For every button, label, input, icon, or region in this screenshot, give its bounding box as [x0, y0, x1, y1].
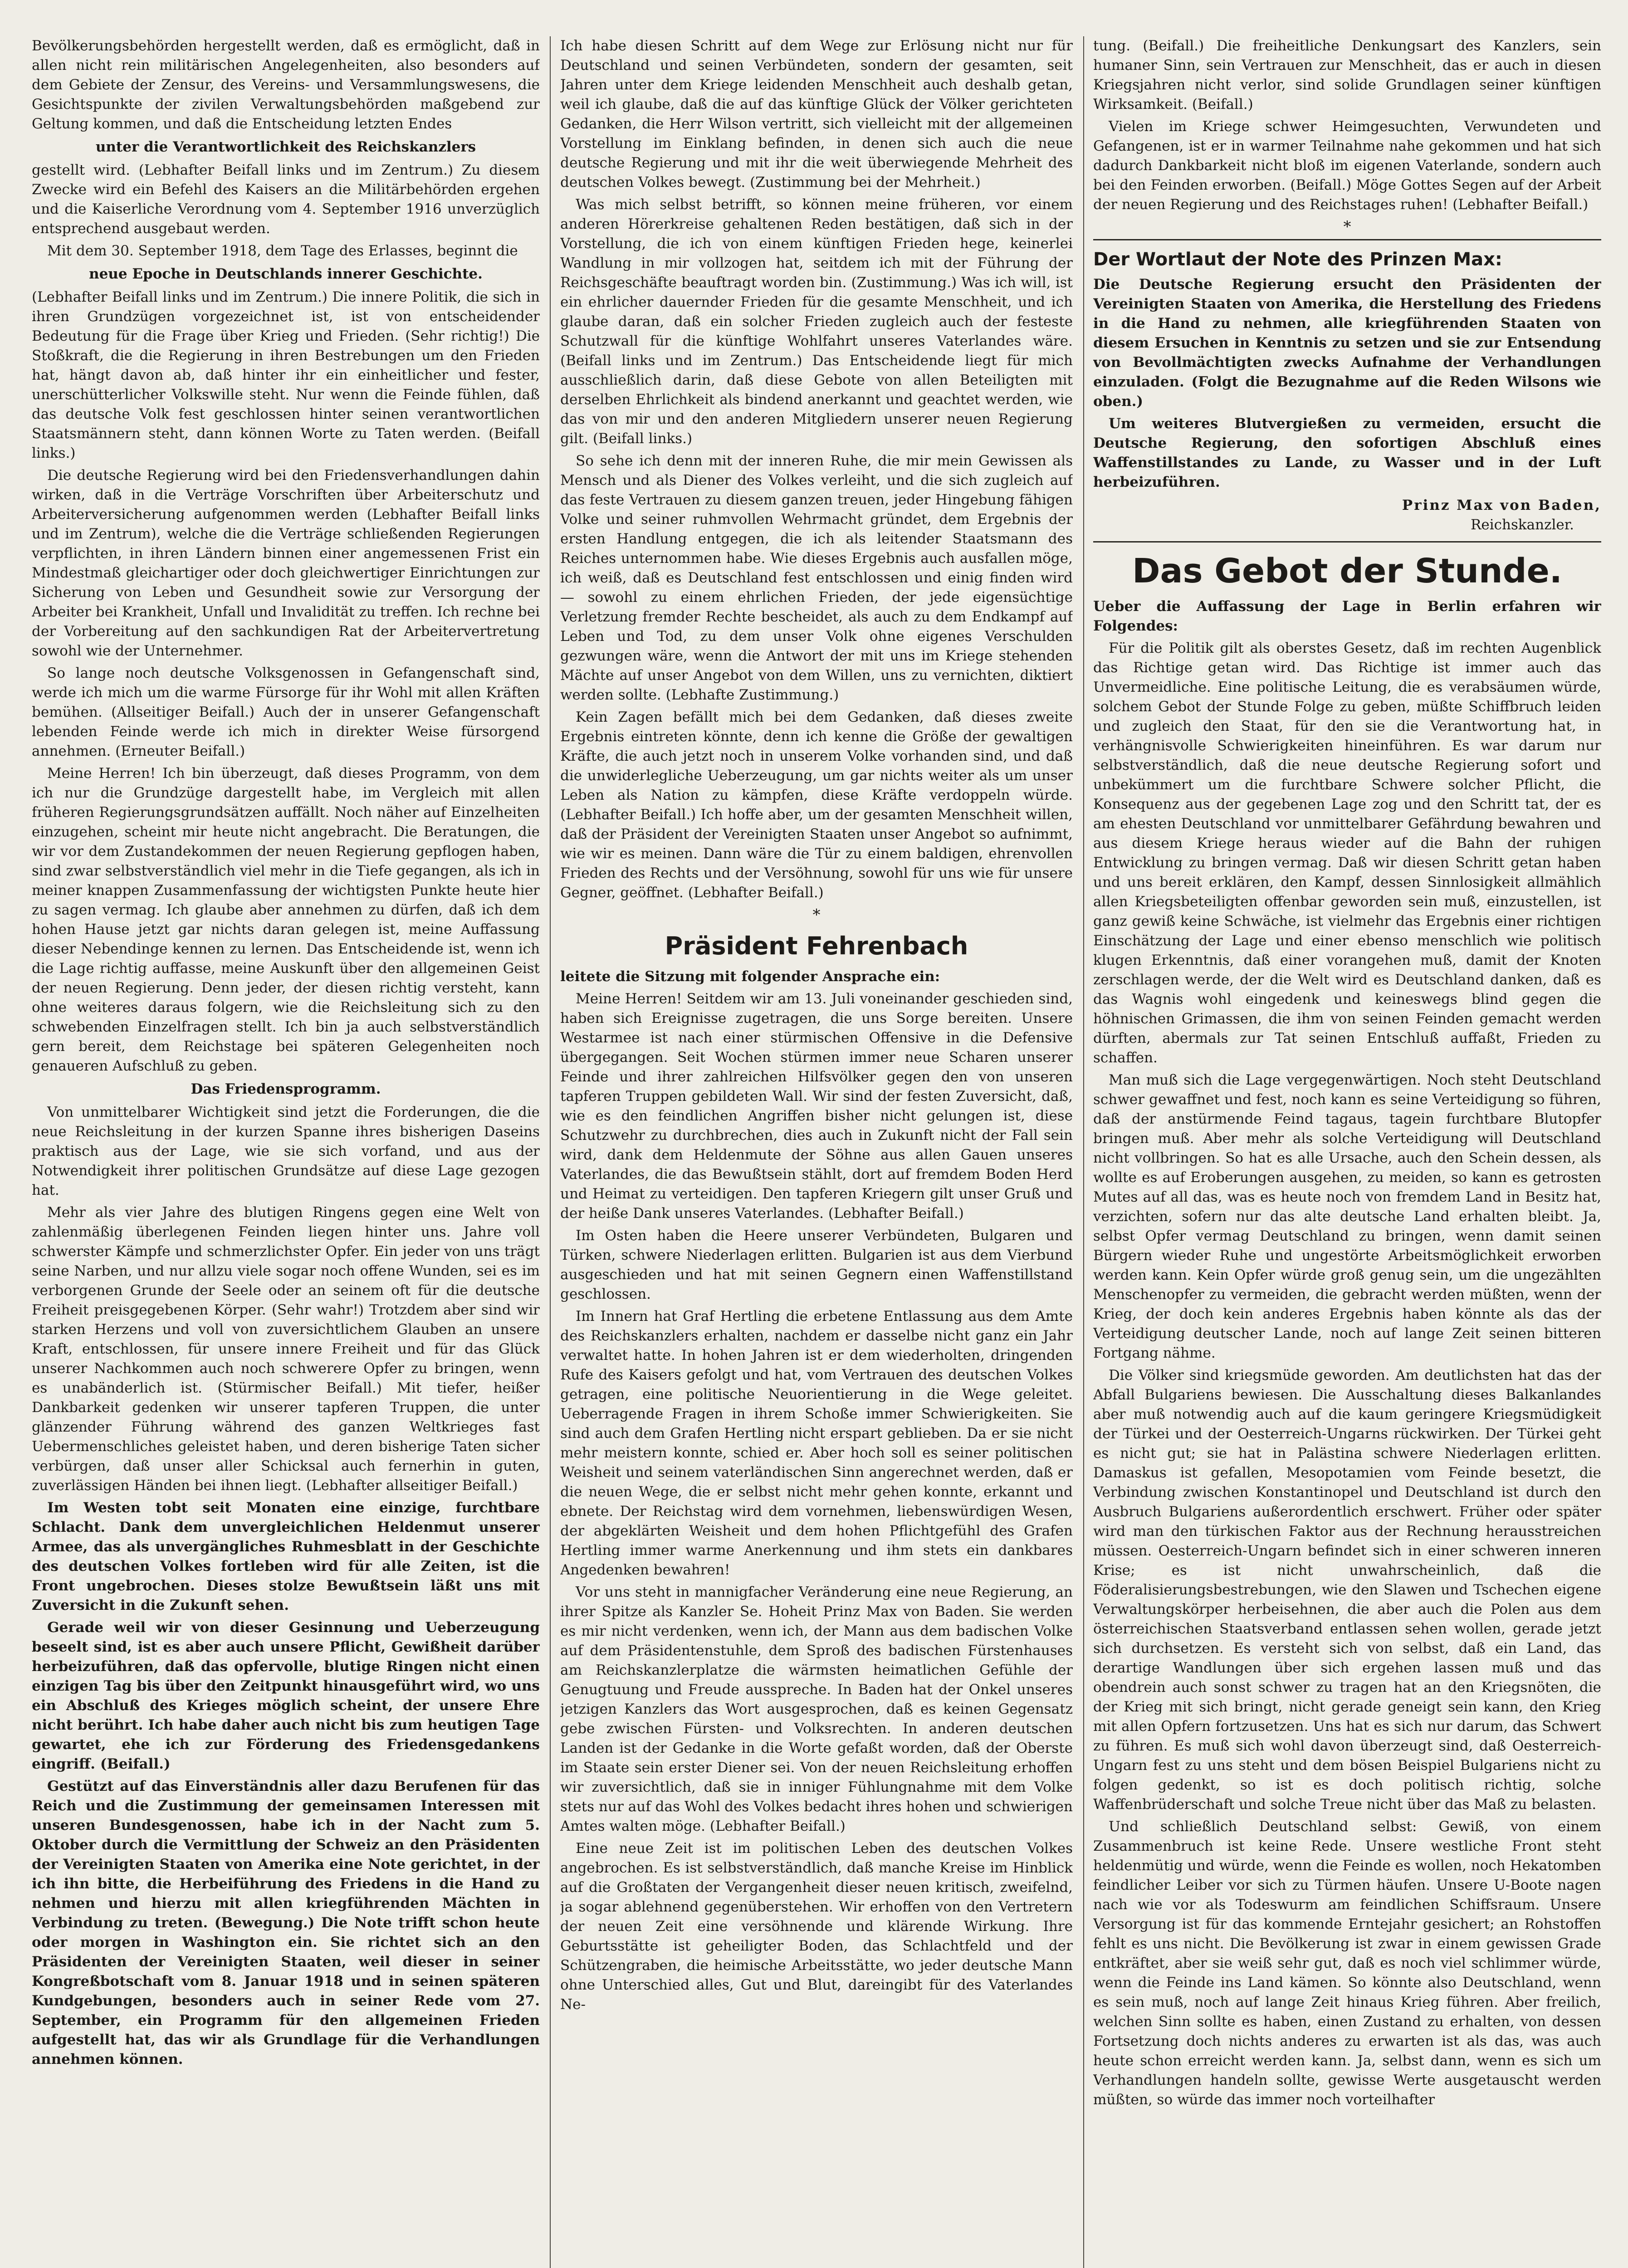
column-rule [550, 36, 551, 2268]
section-divider [1093, 541, 1601, 543]
paragraph: Vor uns steht in mannigfacher Veränderung eine neue Regierung, an ihrer Spitze als Kanzler Se. Hoheit Prinz Max von Baden. Sie werden es mir nicht verdenken, wenn ich, der Mann aus dem badischen Volke auf dem Präsidentenstuhle, dem Sproß des badischen Fürstenhauses am Reichskanzlerplatze die wärmsten heimatlichen Gefühle der Genugtuung und Freude ausspreche. In Baden hat der Onkel unseres jetzigen Kanzlers das Wort ausgesprochen, daß es keinen Gegensatz gebe zwischen Fürsten- und Volksrechten. In anderen deutschen Landen ist der Gedanke in die Worte gefaßt worden, daß der Oberste im Staate sein erster Diener sei. Von der neuen Reichsleitung erhoffen wir zuversichtlich, daß sie in inniger Fühlungnahme mit dem Volke stets nur auf das Wohl des Volkes bedacht ihres hohen und schwierigen Amtes walten möge. (Lebhafter Beifall.) [560, 1584, 1073, 1834]
paragraph: Mehr als vier Jahre des blutigen Ringens gegen eine Welt von zahlenmäßig überlegenen Feinden liegen hinter uns. Jahre voll schwerster Kämpfe und schmerzlichster Opfer. Ein jeder von uns trägt seine Narben, und nur allzu viele sogar noch offene Wunden, sei es im verborgenen Grunde der Seele oder an seinem oft für die deutsche Freiheit preisgegebenen Körper. (Sehr wahr!) Trotzdem aber sind wir starken Herzens und voll von zuversichtlichem Glauben an unsere Kraft, entschlossen, für unsere innere Freiheit und für das Glück unserer Nachkommen auch noch schwerere Opfer zu bringen, wenn es unabänderlich ist. (Stürmischer Beifall.) Mit tiefer, heißer Dankbarkeit gedenken wir unserer tapferen Truppen, die unter glänzender Führung während des ganzen Weltkrieges fast Uebermenschliches geleistet haben, und deren bisherige Taten sicher verbürgen, daß unser aller Schicksal auch fernerhin in guten, zuverlässigen Händen bei ihnen liegt. (Lebhafter allseitiger Beifall.) [32, 1204, 540, 1494]
paragraph: Bevölkerungsbehörden hergestellt werden, daß es ermöglicht, daß in allen nicht rein militärischen Angelegenheiten, also besonders auf dem Gebiete der Zensur, des Vereins- und Versammlungswesens, die Gesichtspunkte der zivilen Verwaltungsbehörden maßgebend zur Geltung kommen, und daß die Entscheidung letzten Endes [32, 38, 540, 132]
paragraph: gestellt wird. (Lebhafter Beifall links und im Zentrum.) Zu diesem Zwecke wird ein Befehl des Kaisers an die Militärbehörden ergehen und die Kaiserliche Verordnung vom 4. September 1916 unverzüglich entsprechend ausgebaut werden. [32, 162, 540, 237]
column-1 [32, 36, 540, 2268]
paragraph: Im Westen tobt seit Monaten eine einzige, furchtbare Schlacht. Dank dem unvergleichlichen Heldenmut unserer Armee, das als unvergängliches Ruhmesblatt in der Geschichte des deutschen Volkes fortleben wird für alle Zeiten, ist die Front ungebrochen. Dieses stolze Bewußtsein läßt uns mit Zuversicht in die Zukunft sehen. [32, 1500, 540, 1613]
paragraph: Die Völker sind kriegsmüde geworden. Am deutlichsten hat das der Abfall Bulgariens bewiesen. Die Ausschaltung dieses Balkanlandes aber muß notwendig auch auf die kaum geringere Kriegsmüdigkeit der Türkei und der Oesterreich-Ungarns rückwirken. Der Türkei geht es nicht gut; sie hat in Palästina schwere Niederlagen erlitten. Damaskus ist gefallen, Mesopotamien vom Feinde besetzt, die Verbindung zwischen Konstantinopel und Deutschland ist durch den Ausbruch Bulgariens außerordentlich erschwert. Früher oder später wird man den türkischen Faktor aus der Rechnung herausstreichen müssen. Oesterreich-Ungarn befindet sich in einer schweren inneren Krise; es ist nicht unwahrscheinlich, daß die Föderalisierungsbestrebungen, wie den Slawen und Tschechen eigene Verwaltungskörper herbeisehnen, die aber auch die Polen aus dem österreichischen Staatsverband entlassen sehen wollen, gerade jetzt sich durchsetzen. Es versteht sich von selbst, daß ein Land, das derartige Wandlungen über sich ergehen lassen muß und das obendrein auch sonst schwer zu tragen hat an den Kriegsnöten, die der Krieg mit sich bringt, nicht gerade geneigt sein kann, den Krieg mit allen Opfern fortzusetzen. Uns hat es sich nur darum, das Schwert zu führen. Es muß sich wohl davon überzeugt sind, daß Oesterreich-Ungarn fest zu uns steht und dem bösen Beispiel Bulgariens nicht zu folgen gedenkt, so ist es doch politisch richtig, solche Waffenbrüderschaft und solche Treue nicht über das Maß zu belasten. [1093, 1367, 1601, 1813]
paragraph: neue Epoche in Deutschlands innerer Geschichte. [89, 266, 483, 282]
note-section [1093, 239, 1601, 535]
column-rule [1083, 36, 1084, 2268]
note-signature: Prinz Max von Baden, [1402, 497, 1601, 513]
paragraph: Gestützt auf das Einverständnis aller dazu Berufenen für das Reich und die Zustimmung der gemeinsamen Interessen mit unseren Bundesgenossen, habe ich in der Nacht zum 5. Oktober durch die Vermittlung der Schweiz an den Präsidenten der Vereinigten Staaten von Amerika eine Note gerichtet, in der ich ihn bitte, die Herbeiführung des Friedens in die Hand zu nehmen und hierzu mit allen kriegführenden Mächten in Verbindung zu treten. (Bewegung.) Die Note trifft schon heute oder morgen in Washington ein. Sie richtet sich an den Präsidenten der Vereinigten Staaten, weil dieser in seiner Kongreßbotschaft vom 8. Januar 1918 und in seinen späteren Kundgebungen, besonders auch in seiner Rede vom 27. September, ein Programm für den allgemeinen Frieden aufgestellt hat, das wir als Grundlage für die Verhandlungen annehmen können. [32, 1778, 540, 2068]
paragraph: So lange noch deutsche Volksgenossen in Gefangenschaft sind, werde ich mich um die warme Fürsorge für ihr Wohl mit allen Kräften bemühen. (Allseitiger Beifall.) Auch der in unserer Gefangenschaft lebenden Feinde werde ich mich in direkter Weise fürsorgend annehmen. (Erneuter Beifall.) [32, 665, 540, 759]
speech-continuation [560, 36, 1073, 903]
paragraph: Gerade weil wir von dieser Gesinnung und Ueberzeugung beseelt sind, ist es aber auch unsere Pflicht, Gewißheit darüber herbeizuführen, daß das opfervolle, blutige Ringen nicht einen einzigen Tag bis über den Zeitpunkt hinausgeführt wird, wo uns ein Abschluß des Krieges möglich scheint, der unsere Ehre nicht berührt. Ich habe daher auch nicht bis zum heutigen Tage gewartet, ehe ich zur Förderung des Friedensgedankens eingriff. (Beifall.) [32, 1619, 540, 1772]
paragraph: unter die Verantwortlichkeit des Reichskanzlers [95, 139, 476, 155]
paragraph: Und schließlich Deutschland selbst: Gewiß, von einem Zusammenbruch ist keine Rede. Unsere westliche Front steht heldenmütig und würde, wenn die Feinde es wollen, noch Hekatomben feindlicher Leiber vor sich zu Türmen häufen. Unsere U-Boote nagen nach wie vor als Todeswurm am feindlichen Schiffsraum. Unsere Versorgung ist für das kommende Erntejahr gesichert; an Rohstoffen fehlt es uns nicht. Die Bevölkerung ist zwar in einem gewissen Grade entkräftet, aber sie weiß sehr gut, daß es noch viel schlimmer würde, wenn die Feinde ins Land kämen. So könnte also Deutschland, wenn es sein muß, noch auf lange Zeit hinaus Krieg führen. Aber freilich, welchen Sinn sollte es haben, einen Zustand zu erhalten, von dessen Fortsetzung doch nichts anderes zu erwarten ist als das, was auch heute schon erreicht werden kann. Ja, selbst dann, wenn es sich um Verhandlungen handeln sollte, gewisse Werte ausgetauscht werden müßten, so würde das immer noch vorteilhafter [1093, 1818, 1601, 2108]
paragraph: Was mich selbst betrifft, so können meine früheren, vor einem anderen Hörerkreise gehaltenen Reden bestätigen, daß sich in der Vorstellung, die ich von einem künftigen Frieden hege, keinerlei Wandlung in mir vollzogen hat, seitdem ich mit der Führung der Reichsgeschäfte beauftragt worden bin. (Zustimmung.) Was ich will, ist ein ehrlicher dauernder Frieden für die gesamte Menschheit, und ich glaube daran, daß ein solcher Frieden zugleich auch der festeste Schutzwall für die künftige Wohlfahrt unseres Vaterlandes wäre. (Beifall links und im Zentrum.) Das Entscheidende liegt für mich ausschließlich darin, daß diese Gebote von allen Beteiligten mit derselben Ehrlichkeit als bindend anerkannt und geachtet werden, wie das von mir und den anderen Mitgliedern unserer neuen Regierung gilt. (Beifall links.) [560, 196, 1073, 447]
paragraph: Ich habe diesen Schritt auf dem Wege zur Erlösung nicht nur für Deutschland und seinen Verbündeten, sondern der gesamten, seit Jahren unter dem Kriege leidenden Menschheit auch deshalb getan, weil ich glaube, daß die auf das künftige Glück der Völker gerichteten Gedanken, die Herr Wilson vertritt, sich vielleicht mit der allgemeinen Vorstellung im Einklang befinden, in denen sich auch die neue deutsche Regierung und mit ihr die weit überwiegende Mehrheit des deutschen Volkes bewegt. (Zustimmung bei der Mehrheit.) [560, 38, 1073, 191]
column-3 [1093, 36, 1601, 2268]
fehrenbach-speech [560, 989, 1073, 2014]
paragraph: Man muß sich die Lage vergegenwärtigen. Noch steht Deutschland schwer gewaffnet und fest, noch kann es seine Verteidigung so führen, daß der anstürmende Feind tagaus, tagein furchtbare Blutopfer bringen muß. Aber mehr als solche Verteidigung will Deutschland nicht vollbringen. So hat es alle Ursache, auch den Schein dessen, als wollte es auf Eroberungen ausgehen, zu meiden, so kann es getrosten Mutes auf all das, was es heute noch von fremdem Land in Besitz hat, verzichten, sofern nur das alte deutsche Land erhalten bleibt. Ja, selbst Opfer vermag Deutschland zu bringen, wenn damit seinen Bürgern wieder Ruhe und ungestörte Arbeitsmöglichkeit erworben werden kann. Kein Opfer würde groß genug sein, um die ungezählten Menschenopfer zu vermeiden, die gebracht werden müßten, wenn der Krieg, der doch kein anderes Ergebnis haben könnte als das der Verteidigung deutscher Lande, noch auf lange Zeit seinen bitteren Fortgang nähme. [1093, 1072, 1601, 1361]
gebot-intro: Ueber die Auffassung der Lage in Berlin erfahren wir Folgendes: [1093, 598, 1601, 634]
separator-star: * [812, 906, 821, 924]
paragraph: Für die Politik gilt als oberstes Gesetz, daß im rechten Augenblick das Richtige getan wird. Das Richtige ist immer auch das Unvermeidliche. Eine politische Leitung, die es verabsäumen würde, solchem Gebot der Stunde Folge zu geben, müßte Schiffbruch leiden und zugleich den Staat, für den sie die Verantwortung hat, in verhängnisvolle Schwierigkeiten hineinführen. Es war darum nur selbstverständlich, daß die neue deutsche Regierung sofort und unbekümmert um die furchtbare Schwere solcher Pflicht, die Konsequenz aus der gegebenen Lage zog und den Schritt tat, der es am ehesten Deutschland vor unmittelbarer Gefährdung bewahren und aus diesem Kriege heraus wieder auf die Bahn der ruhigen Entwicklung zu bringen vermag. Daß wir diesen Schritt getan haben und uns bereit erklären, den Kampf, dessen Sinnlosigkeit allmählich allen Kriegsbeteiligten offenbar geworden sein muß, einzustellen, ist ganz gewiß keine Schwäche, ist vielmehr das Ergebnis einer richtigen Einschätzung der Lage und einer ebenso menschlich wie politisch klugen Erkenntnis, daß einer vorangehen muß, damit der Knoten zerschlagen werde, der die Welt wird es Deutschland danken, daß es das Wagnis wohl eingedenk und keineswegs blind gegen die höhnischen Grimassen, die ihm von seinen Feinden gemacht werden dürften, abermals zur Tat seinen Entschluß auffaßt, Frieden zu schaffen. [1093, 640, 1601, 1066]
paragraph: Eine neue Zeit ist im politischen Leben des deutschen Volkes angebrochen. Es ist selbstverständlich, daß manche Kreise im Hinblick auf die Großtaten der Vergangenheit dieser neuen kritisch, zweifelnd, ja sogar ablehnend gegenüberstehen. Wir erhoffen von den Vertretern der neuen Zeit eine versöhnende und klärende Wirkung. Ihre Geburtsstätte ist geheiligter Boden, das Schlachtfeld und der Schützengraben, die heimische Arbeitsstätte, wo jeder deutsche Mann ohne Unterschied alles, Gut und Blut, dareingibt für des Vaterlandes Ne- [560, 1840, 1073, 2013]
paragraph: Im Osten haben die Heere unserer Verbündeten, Bulgaren und Türken, schwere Niederlagen erlitten. Bulgarien ist aus dem Vierbund ausgeschieden und hat mit seinen Gegnern einen Waffenstillstand geschlossen. [560, 1227, 1073, 1302]
paragraph: Die deutsche Regierung wird bei den Friedensverhandlungen dahin wirken, daß in die Verträge Vorschriften über Arbeiterschutz und Arbeiterversicherung aufgenommen werden (Lebhafter Beifall links und im Zentrum), welche die die Verträge schließenden Regierungen verpflichten, in ihren Ländern binnen einer angemessenen Frist ein Mindestmaß gleichartiger oder doch gleichwertiger Einrichtungen zur Sicherung von Leben und Gesundheit sowie zur Versorgung der Arbeiter bei Krankheit, Unfall und Invalidität zu treffen. Ich rechne bei der Vorbereitung auf den sachkundigen Rat der Arbeitervertretung sowohl wie der Unternehmer. [32, 467, 540, 659]
paragraph: (Lebhafter Beifall links und im Zentrum.) Die innere Politik, die sich in ihren Grundzügen vorgezeichnet ist, ist von entscheidender Bedeutung für die Frage über Krieg und Frieden. (Sehr richtig!) Die Stoßkraft, die die Regierung in ihren Bestrebungen um den Frieden hat, hängt davon ab, daß hinter ihr ein einheitlicher und fester, unerschütterlicher Volkswille steht. Nur wenn die Feinde fühlen, daß das deutsche Volk fest geschlossen hinter seinen verantwortlichen Staatsmännern steht, dann können Worte zu Taten werden. (Beifall links.) [32, 289, 540, 461]
gebot-article [1093, 639, 1601, 2110]
paragraph: Meine Herren! Seitdem wir am 13. Juli voneinander geschieden sind, haben sich Ereignisse zugetragen, die uns Sorge bereiten. Unsere Westarmee ist nach einer stürmischen Offensive in die Defensive übergegangen. Seit Wochen stürmen immer neue Scharen unserer Feinde und ihrer zahlreichen Hilfsvölker gegen den von unseren tapferen Truppen gebildeten Wall. Wir sind der festen Zuversicht, daß, wie es den feindlichen Angriffen bisher nicht gelungen ist, diese Schutzwehr zu durchbrechen, dies auch in Zukunft nicht der Fall sein wird, dank dem Heldenmute der Söhne aus allen Gauen unseres Vaterlandes, die das Bewußtsein stählt, dort auf fremdem Boden Herd und Heimat zu verteidigen. Den tapferen Kriegern gilt unser Gruß und der heiße Dank unseres Vaterlandes. (Lebhafter Beifall.) [560, 991, 1073, 1222]
paragraph: Das Friedensprogramm. [191, 1081, 381, 1097]
paragraph: tung. (Beifall.) Die freiheitliche Denkungsart des Kanzlers, sein humaner Sinn, sein Vertrauen zur Menschheit, das er auch in diesen Kriegsjahren nicht verlor, sind solide Grundlagen seiner künftigen Wirksamkeit. (Beifall.) [1093, 38, 1601, 112]
paragraph: Vielen im Kriege schwer Heimgesuchten, Verwundeten und Gefangenen, ist er in warmer Teilnahme nahe gekommen und hat sich dadurch Dankbarkeit nicht bloß im eigenen Vaterlande, sondern auch bei den Feinden erworben. (Beifall.) Möge Gottes Segen auf der Arbeit der neuen Regierung und des Reichstages ruhen! (Lebhafter Beifall.) [1093, 118, 1601, 213]
fehrenbach-intro: leitete die Sitzung mit folgender Ansprache ein: [560, 968, 940, 985]
headline-fehrenbach: Präsident Fehrenbach [665, 932, 968, 960]
paragraph: Meine Herren! Ich bin überzeugt, daß dieses Programm, von dem ich nur die Grundzüge dargestellt habe, im Vergleich mit allen früheren Regierungsgrundsätzen auffällt. Noch näher auf Einzelheiten einzugehen, scheint mir heute nicht angebracht. Die Beratungen, die wir vor dem Zustandekommen der neuen Regierung gepflogen haben, sind zwar selbstverständlich viel mehr in die Tiefe gegangen, als ich in meiner knappen Zusammenfassung der wichtigsten Punkte heute hier zu sagen vermag. Ich glaube aber annehmen zu dürfen, daß ich dem hohen Hause jetzt gar nichts daran gelegen ist, meine Auffassung dieser Nebendinge kennen zu lernen. Das Entscheidende ist, wenn ich die Lage richtig auffasse, meine Auskunft über den allgemeinen Geist der neuen Regierung. Denn jeder, der diesen richtig versteht, kann ohne weiteres daraus folgern, wie die Reichsleitung sich zu den schwebenden Einzelfragen stellt. Ich bin ja auch selbstverständlich gern bereit, dem Reichstage bei späteren Gelegenheiten noch genaueren Aufschluß zu geben. [32, 765, 540, 1074]
paragraph: Von unmittelbarer Wichtigkeit sind jetzt die Forderungen, die die neue Reichsleitung in der kurzen Spanne ihres bisherigen Daseins praktisch aus der Lage, wie sie sich vorfand, und aus der Notwendigkeit ihrer politischen Grundsätze auf diese Lage gezogen hat. [32, 1104, 540, 1198]
paragraph: Mit dem 30. September 1918, dem Tage des Erlasses, beginnt die [47, 243, 518, 259]
headline-gebot: Das Gebot der Stunde. [1132, 552, 1562, 591]
note-signature-title: Reichskanzler. [1471, 517, 1574, 533]
headline-note: Der Wortlaut der Note des Prinzen Max: [1093, 249, 1502, 270]
column-2 [560, 36, 1073, 2268]
fehrenbach-continuation [1093, 36, 1601, 215]
note-text: Die Deutsche Regierung ersucht den Präsidenten der Vereinigten Staaten von Amerika, die Herstellung des Friedens in die Hand zu nehmen, alle kriegführenden Staaten von diesem Ersuchen in Kenntnis zu setzen und sie zur Entsendung von Bevollmächtigten zwecks Aufnahme der Verhandlungen einzuladen. (Folgt die Bezugnahme auf die Reden Wilsons wie oben.) [1093, 276, 1601, 410]
note-ceasefire-text: Um weiteres Blutvergießen zu vermeiden, ersucht die Deutsche Regierung, den sofortigen Abschluß eines Waffenstillstandes zu Lande, zu Wasser und in der Luft herbeizuführen. [1093, 415, 1601, 490]
paragraph: Im Innern hat Graf Hertling die erbetene Entlassung aus dem Amte des Reichskanzlers erhalten, nachdem er dasselbe nicht ganz ein Jahr verwaltet hatte. In hohen Jahren ist er dem wiederholten, dringenden Rufe des Kaisers gefolgt und hat, vom Vertrauen des deutschen Volkes getragen, eine politische Neuorientierung in die Wege geleitet. Ueberragende Fragen in ihrem Schoße immer Schwierigkeiten. Sie sind auch dem Grafen Hertling nicht erspart geblieben. Da er sie nicht mehr meistern konnte, schied er. Aber hoch soll es seiner politischen Weisheit und seinem vaterländischen Sinn angerechnet werden, daß er die neuen Wege, die er selbst nicht mehr gehen konnte, erkannt und ebnete. Der Reichstag wird dem vornehmen, liebenswürdigen Wesen, der abgeklärten Weisheit und dem hohen Pflichtgefühl des Grafen Hertling immer warme Anerkennung und ihm stets ein dankbares Angedenken bewahren! [560, 1308, 1073, 1578]
paragraph: So sehe ich denn mit der inneren Ruhe, die mir mein Gewissen als Mensch und als Diener des Volkes verleiht, und die sich zugleich auf das feste Vertrauen zu diesem ganzen treuen, jeder Hingebung fähigen Volke und seiner ruhmvollen Wehrmacht gründet, dem Ergebnis der ersten Handlung entgegen, die ich als leitender Staatsmann des Reiches unternommen habe. Wie dieses Ergebnis auch ausfallen möge, ich weiß, daß es Deutschland fest entschlossen und einig finden wird — sowohl zu einem ehrlichen Frieden, der jede eigensüchtige Verletzung fremder Rechte bescheidet, als auch zu dem Endkampf auf Leben und Tod, zu dem unser Volk ohne eigenes Verschulden gezwungen wäre, wenn die Antwort der mit uns im Kriege stehenden Mächte auf unser Angebot von dem Willen, uns zu vernichten, diktiert werden sollte. (Lebhafte Zustimmung.) [560, 453, 1073, 703]
separator-star: * [1343, 218, 1351, 236]
paragraph: Kein Zagen befällt mich bei dem Gedanken, daß dieses zweite Ergebnis eintreten könnte, denn ich kenne die Größe der gewaltigen Kräfte, die auch jetzt noch in unserem Volke vorhanden sind, und daß die unwiderlegliche Ueberzeugung, um gar nichts weiter als um unser Leben als Nation zu kämpfen, diese Kräfte verdoppeln würde. (Lebhafter Beifall.) Ich hoffe aber, um der gesamten Menschheit willen, daß der Präsident der Vereinigten Staaten unser Angebot so aufnimmt, wie wir es meinen. Dann wäre die Tür zu einem baldigen, ehrenvollen Frieden des Rechts und der Versöhnung, sowohl für uns wie für unsere Gegner, geöffnet. (Lebhafter Beifall.) [560, 709, 1073, 901]
